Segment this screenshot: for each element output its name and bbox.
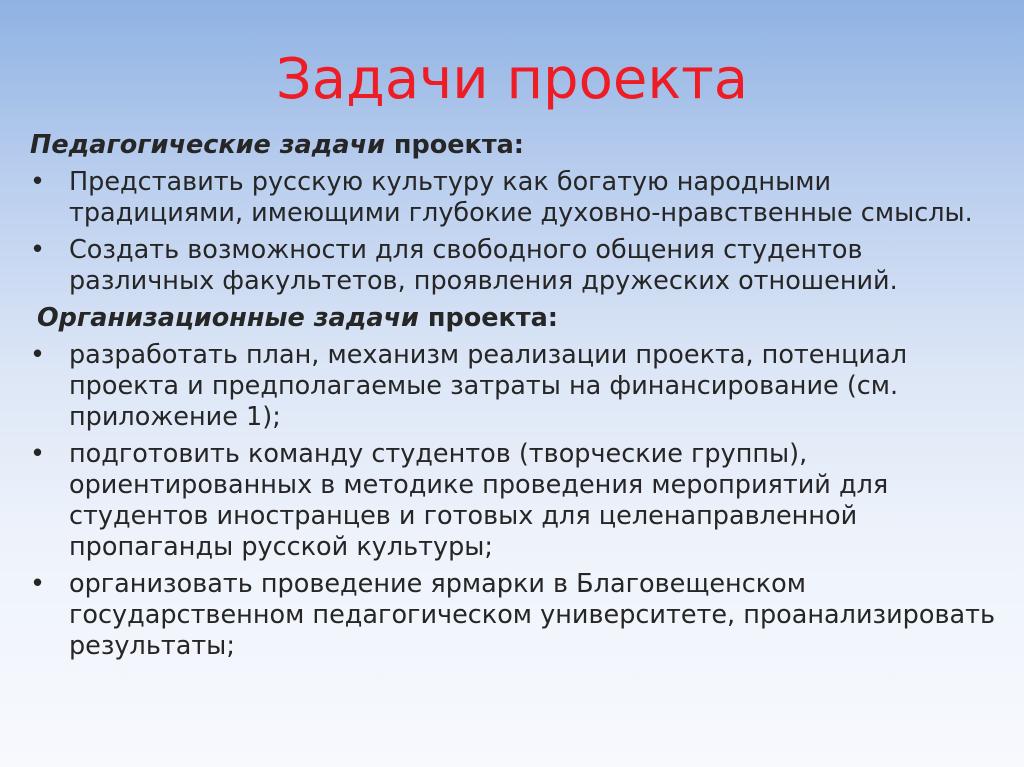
section-heading-italic: Педагогические задачи: [30, 130, 385, 160]
bullet-list-pedagogical: [30, 167, 1005, 297]
bullet-icon: •: [30, 340, 46, 370]
bullet-icon: •: [30, 235, 46, 265]
list-item: [30, 439, 1005, 563]
list-item-text: подготовить команду студентов (творческие группы), ориентированных в методике проведения мероприятий для студентов иностранцев и готовых для целенаправленной пропаганды русской культуры;: [69, 439, 889, 562]
list-item-text: Представить русскую культуру как богатую народными традициями, имеющими глубокие духовно-нравственные смыслы.: [69, 167, 973, 228]
list-item-text: разработать план, механизм реализации проекта, потенциал проекта и предполагаемые затраты на финансирование (см. приложение 1);: [69, 340, 908, 432]
bullet-icon: •: [30, 439, 46, 469]
list-item: [30, 569, 1005, 662]
list-item: [30, 167, 1005, 229]
bullet-icon: •: [30, 167, 46, 197]
bullet-icon: •: [30, 569, 46, 599]
list-item-text: Создать возможности для свободного общения студентов различных факультетов, проявления дружеских отношений.: [69, 235, 898, 296]
section-heading-rest: проекта:: [427, 303, 559, 333]
section-heading-rest: проекта:: [393, 130, 525, 160]
bullet-list-organizational: [30, 340, 1005, 662]
list-item-text: организовать проведение ярмарки в Благовещенском государственном педагогическом университете, проанализировать результаты;: [69, 569, 995, 661]
slide-content: [30, 130, 1005, 668]
list-item: [30, 340, 1005, 433]
section-heading-organizational: [37, 303, 1005, 334]
slide-title: Задачи проекта: [275, 47, 749, 112]
section-heading-italic: Организационные задачи: [37, 303, 419, 333]
list-item: [30, 235, 1005, 297]
section-heading-pedagogical: [30, 130, 1005, 161]
